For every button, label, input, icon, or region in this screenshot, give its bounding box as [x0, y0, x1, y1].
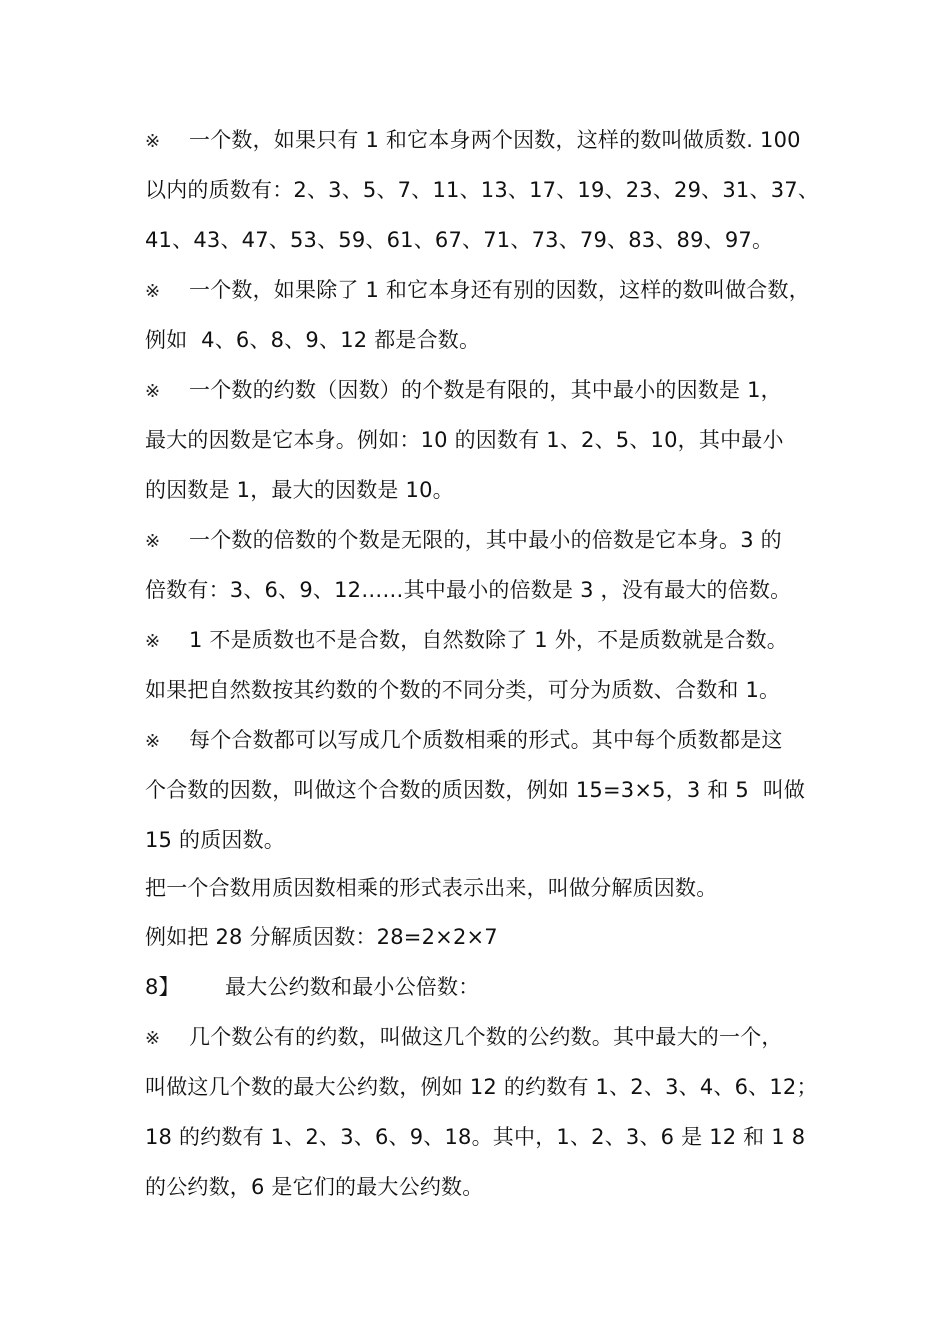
- text-line-6: [145, 365, 815, 415]
- text-line-4: [145, 265, 815, 315]
- section-number: 8】: [145, 975, 180, 999]
- reference-mark: ※: [145, 131, 161, 152]
- text-line-11: [145, 615, 815, 665]
- text-line-15: [145, 815, 815, 865]
- text-line-21: [145, 1112, 815, 1162]
- line-text: 41、43、47、53、59、61、67、71、73、79、83、89、97。: [145, 228, 774, 252]
- text-line-17: [145, 912, 815, 962]
- line-text: 一个数，如果只有 1 和它本身两个因数，这样的数叫做质数. 100: [189, 128, 801, 152]
- text-line-3: [145, 215, 815, 265]
- reference-mark: ※: [145, 631, 161, 652]
- line-text: 例如 4、6、8、9、12 都是合数。: [145, 328, 481, 352]
- line-text: 叫做这几个数的最大公约数，例如 12 的约数有 1、2、3、4、6、12；: [145, 1075, 818, 1099]
- line-text: 一个数的约数（因数）的个数是有限的，其中最小的因数是 1，: [189, 378, 782, 402]
- line-text: 1 不是质数也不是合数，自然数除了 1 外，不是质数就是合数。: [189, 628, 788, 652]
- text-line-2: [145, 165, 820, 215]
- line-text: 每个合数都可以写成几个质数相乘的形式。其中每个质数都是这: [189, 728, 783, 752]
- reference-mark: ※: [145, 1028, 161, 1049]
- text-line-22: [145, 1162, 815, 1212]
- text-line-16: [145, 863, 815, 913]
- text-line-10: [145, 565, 815, 615]
- line-text: 个合数的因数，叫做这个合数的质因数，例如 15=3×5，3 和 5 叫做: [145, 778, 806, 802]
- line-text: 的公约数，6 是它们的最大公约数。: [145, 1175, 484, 1199]
- text-line-20: [145, 1062, 818, 1112]
- text-line-13: [145, 715, 815, 765]
- text-line-1: [145, 115, 815, 165]
- line-text: 最大的因数是它本身。例如：10 的因数有 1、2、5、10，其中最小: [145, 428, 784, 452]
- reference-mark: ※: [145, 731, 161, 752]
- section-heading: [145, 962, 815, 1012]
- text-line-5: [145, 315, 815, 365]
- line-text: 几个数公有的约数，叫做这几个数的公约数。其中最大的一个，: [189, 1025, 783, 1049]
- text-line-19: [145, 1012, 815, 1062]
- line-text: 15 的质因数。: [145, 828, 285, 852]
- line-text: 如果把自然数按其约数的个数的不同分类，可分为质数、合数和 1。: [145, 678, 781, 702]
- text-line-8: [145, 465, 815, 515]
- line-text: 18 的约数有 1、2、3、6、9、18。其中，1、2、3、6 是 12 和 1 8: [145, 1125, 806, 1149]
- section-title: 最大公约数和最小公倍数：: [225, 975, 480, 999]
- reference-mark: ※: [145, 381, 161, 402]
- text-line-9: [145, 515, 815, 565]
- line-text: 倍数有：3、6、9、12……其中最小的倍数是 3 ，没有最大的倍数。: [145, 578, 792, 602]
- text-line-12: [145, 665, 815, 715]
- reference-mark: ※: [145, 531, 161, 552]
- line-text: 把一个合数用质因数相乘的形式表示出来，叫做分解质因数。: [145, 876, 718, 900]
- line-text: 一个数的倍数的个数是无限的，其中最小的倍数是它本身。3 的: [189, 528, 782, 552]
- line-text: 例如把 28 分解质因数：28=2×2×7: [145, 925, 498, 949]
- reference-mark: ※: [145, 281, 161, 302]
- text-line-14: [145, 765, 815, 815]
- line-text: 一个数，如果除了 1 和它本身还有别的因数，这样的数叫做合数，: [189, 278, 810, 302]
- line-text: 的因数是 1，最大的因数是 10。: [145, 478, 454, 502]
- line-text: 以内的质数有：2、3、5、7、11、13、17、19、23、29、31、37、: [145, 178, 820, 202]
- text-line-7: [145, 415, 815, 465]
